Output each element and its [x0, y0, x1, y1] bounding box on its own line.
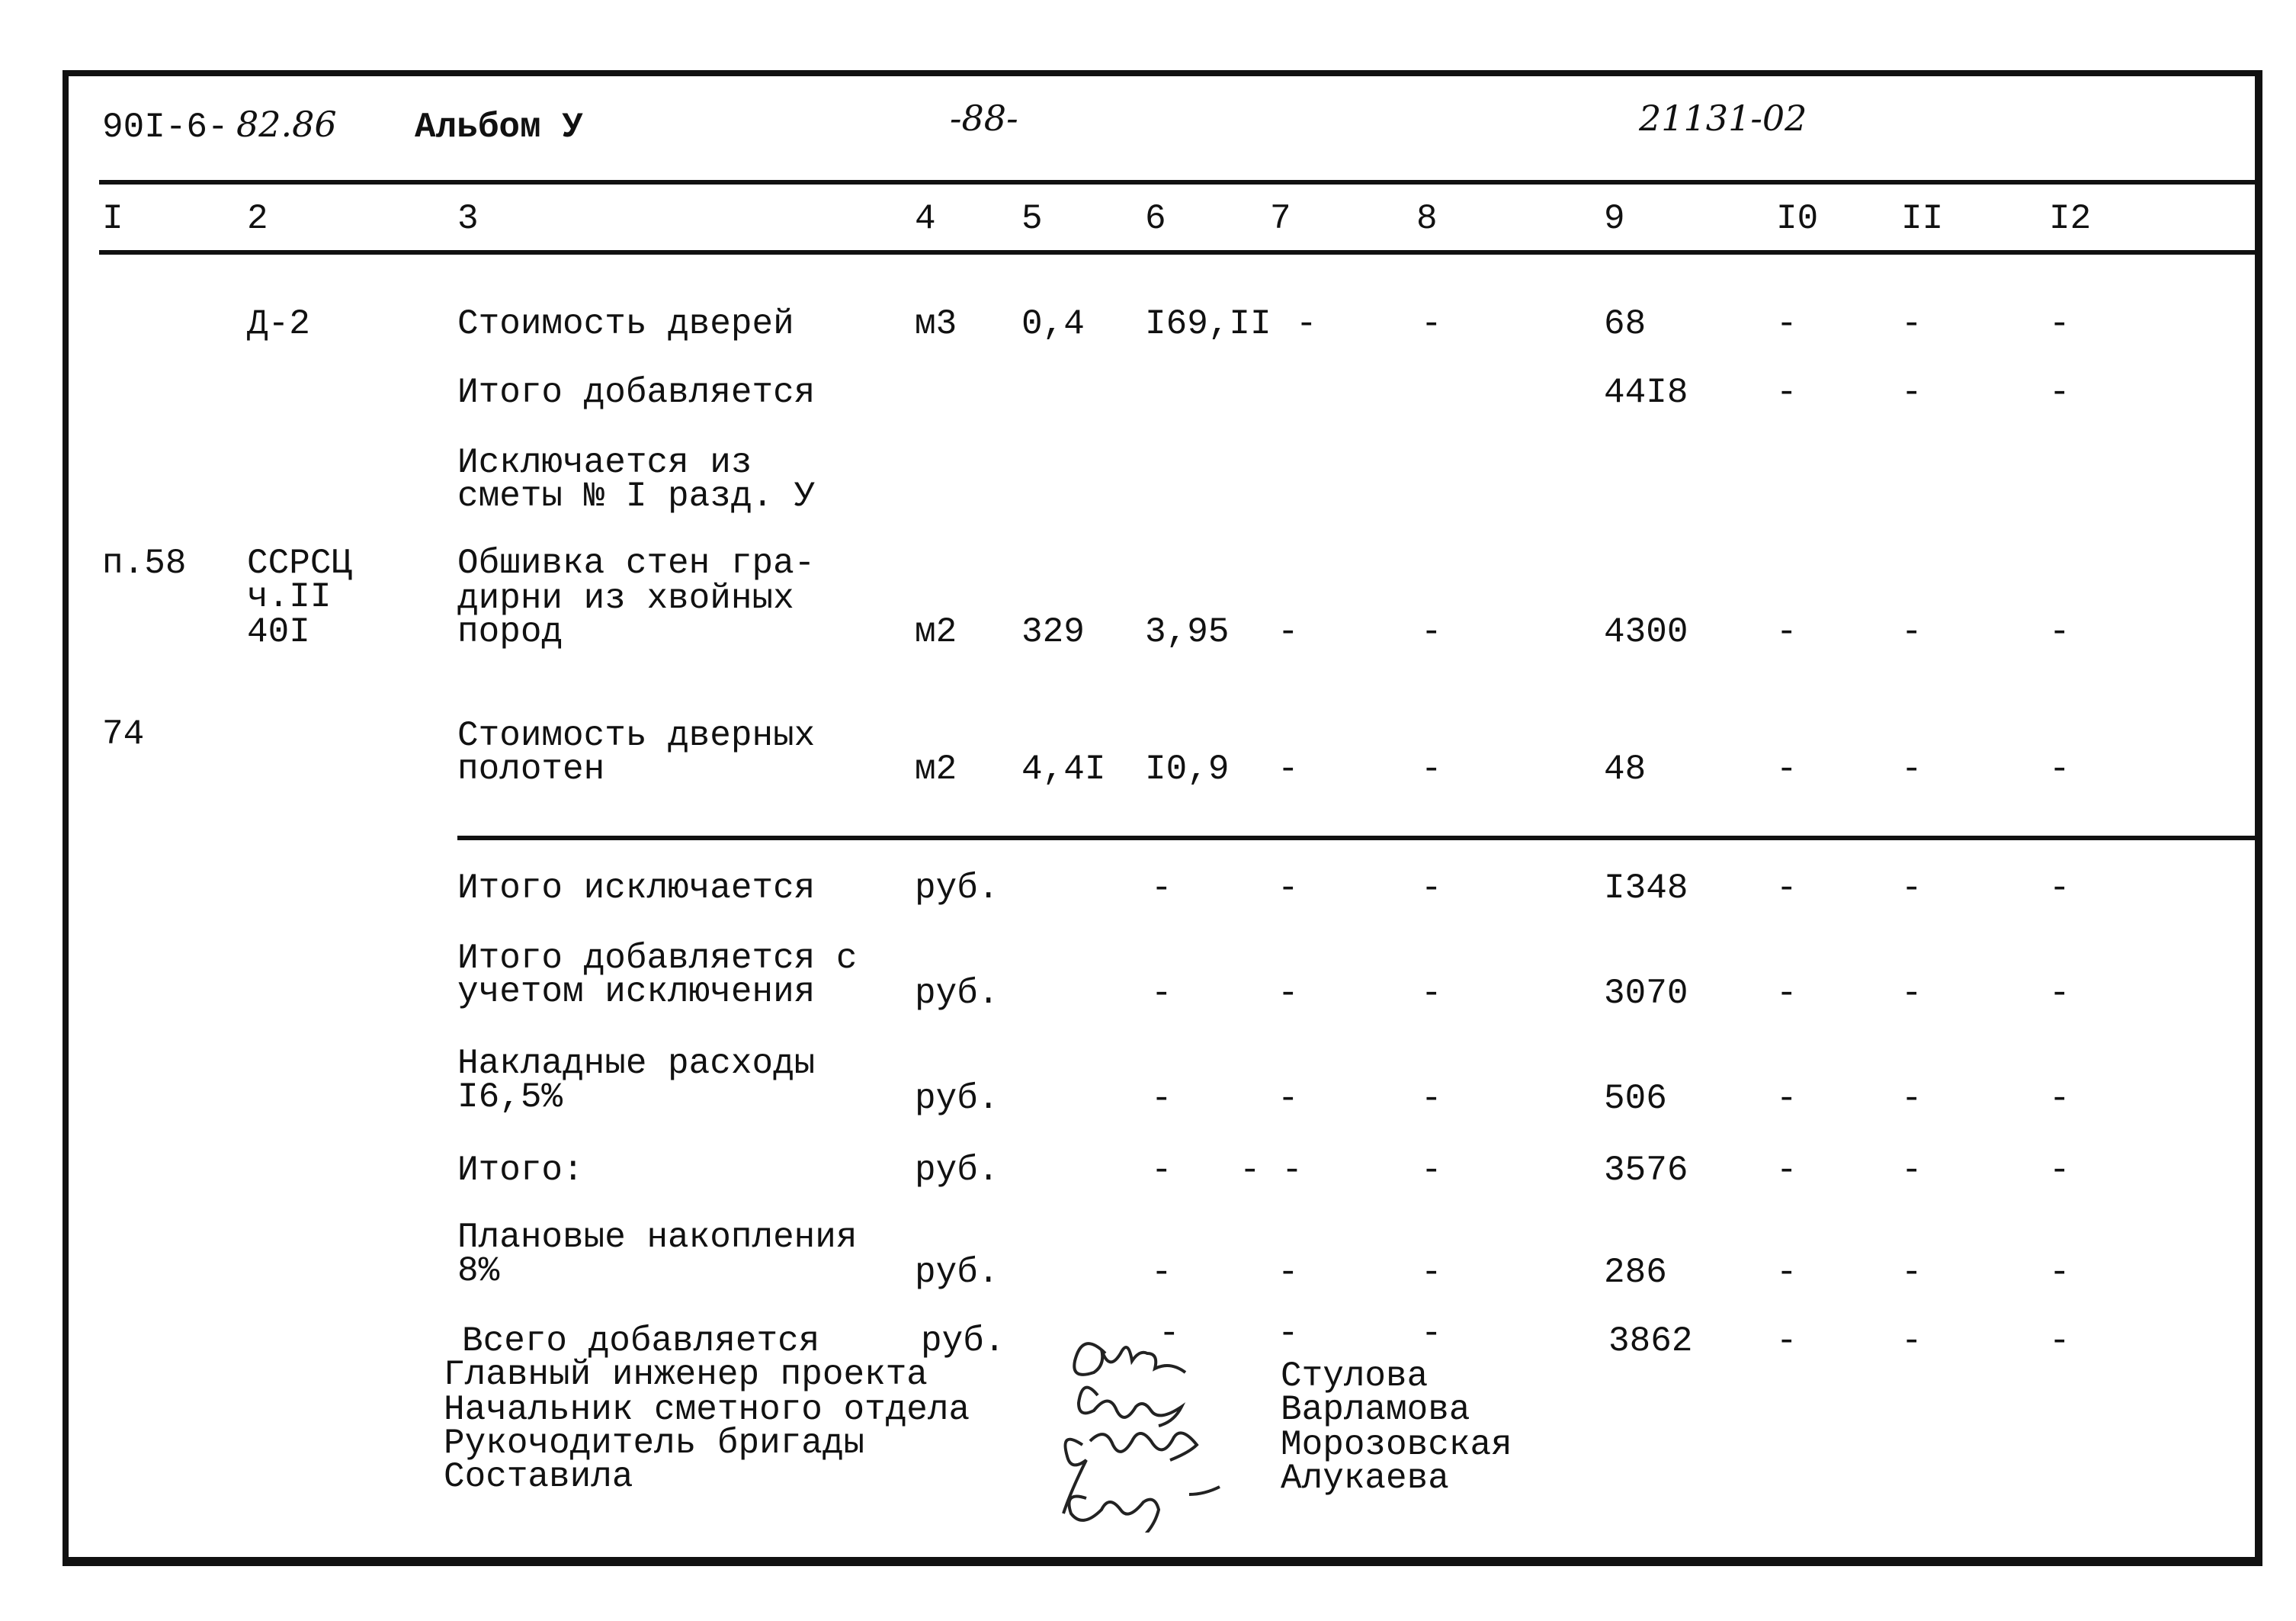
cell-col12: -: [2049, 974, 2070, 1013]
cell-code: ССРСЦ: [247, 544, 353, 583]
column-number: I2: [2049, 199, 2092, 239]
cell-name: Стоимость дверей: [457, 304, 794, 344]
cell-name: Итого:: [457, 1151, 584, 1190]
cell-col11: -: [1901, 373, 1922, 412]
cell-name: Итого добавляется с: [457, 939, 858, 978]
signature-role: Начальник сметного отдела: [444, 1390, 970, 1430]
cell-name: сметы № I разд. У: [457, 477, 816, 516]
cell-col10: -: [1776, 612, 1797, 652]
cell-num: 74: [102, 714, 145, 754]
cell-name: I6,5%: [457, 1077, 563, 1117]
cell-unit: руб.: [915, 868, 999, 908]
cell-col8: -: [1421, 974, 1442, 1013]
column-number: II: [1901, 199, 1944, 239]
totals-rule: [457, 836, 2256, 840]
cell-col9: 3862: [1608, 1321, 1693, 1361]
cell-col6: -: [1151, 1079, 1172, 1119]
header-rule: [99, 180, 2256, 185]
cell-name: Плановые накопления: [457, 1218, 858, 1257]
cell-col11: -: [1901, 1151, 1922, 1190]
cell-col8: -: [1421, 1151, 1442, 1190]
cell-col7: -: [1278, 868, 1299, 908]
cell-col8: -: [1421, 868, 1442, 908]
stamp-code: 21131-02: [1639, 98, 1807, 139]
cell-col12: -: [2049, 1151, 2070, 1190]
column-number: I0: [1776, 199, 1819, 239]
cell-col11: -: [1901, 304, 1922, 344]
cell-col10: -: [1776, 1151, 1797, 1190]
signature-name: Алукаева: [1281, 1459, 1449, 1498]
cell-col8: -: [1421, 304, 1442, 344]
cell-unit: руб.: [921, 1321, 1005, 1361]
cell-name: полотен: [457, 750, 605, 789]
cell-col12: -: [2049, 1321, 2070, 1361]
cell-col10: -: [1776, 304, 1797, 344]
cell-name: учетом исключения: [457, 972, 816, 1012]
column-number: 4: [915, 199, 936, 239]
cell-unit: руб.: [915, 974, 999, 1013]
page-number: -88-: [950, 98, 1018, 139]
column-number: 7: [1270, 199, 1291, 239]
signature-role: Главный инженер проекта: [444, 1355, 928, 1395]
cell-col10: -: [1776, 868, 1797, 908]
cell-col6: -: [1151, 1151, 1172, 1190]
signature-role: Составила: [444, 1457, 633, 1497]
cell-name: Исключается из: [457, 443, 752, 483]
cell-name: Итого добавляется: [457, 373, 816, 412]
cell-col11: -: [1901, 868, 1922, 908]
cell-price: I69,II: [1145, 304, 1271, 344]
cell-col8: -: [1421, 612, 1442, 652]
cell-col9: 44I8: [1604, 373, 1688, 412]
cell-unit: м3: [915, 304, 957, 344]
column-number: 8: [1416, 199, 1438, 239]
signature-name: Морозовская: [1281, 1425, 1512, 1465]
cell-col8: -: [1421, 750, 1442, 789]
column-number: 9: [1604, 199, 1625, 239]
cell-col9: 68: [1604, 304, 1647, 344]
cell-col9: 286: [1604, 1253, 1667, 1292]
cell-qty: 0,4: [1021, 304, 1085, 344]
cell-col8: -: [1421, 1314, 1442, 1353]
column-number: 2: [247, 199, 268, 239]
cell-col10: -: [1776, 1079, 1797, 1119]
cell-col9: I348: [1604, 868, 1688, 908]
cell-unit: м2: [915, 612, 957, 652]
cell-col12: -: [2049, 1079, 2070, 1119]
cell-col7: -: [1278, 1079, 1299, 1119]
signature-role: Рукочодитель бригады: [444, 1424, 865, 1463]
cell-col10: -: [1776, 974, 1797, 1013]
cell-col11: -: [1901, 612, 1922, 652]
cell-code: Д-2: [247, 304, 310, 344]
cell-col7: -: [1278, 612, 1299, 652]
cell-col9: 3576: [1604, 1151, 1688, 1190]
cell-unit: руб.: [915, 1253, 999, 1292]
cell-col7: -: [1278, 750, 1299, 789]
cell-col7: - -: [1239, 1151, 1303, 1190]
cell-col9: 3070: [1604, 974, 1688, 1013]
album-label: Альбом У: [415, 108, 583, 147]
cell-col11: -: [1901, 974, 1922, 1013]
column-numbers-rule: [99, 250, 2256, 255]
cell-col12: -: [2049, 1253, 2070, 1292]
cell-name: дирни из хвойных: [457, 579, 794, 618]
cell-num: п.58: [102, 544, 187, 583]
cell-code: 40I: [247, 612, 310, 652]
cell-name: Обшивка стен гра-: [457, 544, 816, 583]
cell-price: I0,9: [1145, 750, 1230, 789]
cell-col12: -: [2049, 304, 2070, 344]
cell-col6: -: [1151, 868, 1172, 908]
cell-col12: -: [2049, 612, 2070, 652]
cell-col9: 48: [1604, 750, 1647, 789]
cell-price: 3,95: [1145, 612, 1230, 652]
cell-col11: -: [1901, 750, 1922, 789]
cell-col10: -: [1776, 1321, 1797, 1361]
cell-col8: -: [1421, 1253, 1442, 1292]
column-number: 6: [1145, 199, 1166, 239]
cell-col6: -: [1151, 974, 1172, 1013]
column-number: 3: [457, 199, 479, 239]
cell-col9: 506: [1604, 1079, 1667, 1119]
cell-code: ч.II: [247, 577, 332, 617]
cell-qty: 329: [1021, 612, 1085, 652]
cell-qty: 4,4I: [1021, 750, 1106, 789]
doc-code-prefix: 90I-6-: [102, 108, 229, 147]
signature-name: Варламова: [1281, 1390, 1470, 1430]
cell-name: Итого исключается: [457, 868, 816, 908]
cell-col6: -: [1151, 1253, 1172, 1292]
cell-col11: -: [1901, 1079, 1922, 1119]
doc-code-handwritten: 82.86: [236, 104, 337, 145]
cell-col7: -: [1278, 974, 1299, 1013]
cell-col9: 4300: [1604, 612, 1688, 652]
cell-unit: руб.: [915, 1151, 999, 1190]
cell-col7: -: [1278, 1314, 1299, 1353]
cell-name: 8%: [457, 1251, 500, 1291]
column-number: 5: [1021, 199, 1043, 239]
cell-col7: -: [1296, 304, 1317, 344]
signature-name: Стулова: [1281, 1356, 1429, 1396]
cell-col12: -: [2049, 373, 2070, 412]
cell-col11: -: [1901, 1253, 1922, 1292]
cell-col6: -: [1159, 1314, 1180, 1353]
cell-col7: -: [1278, 1253, 1299, 1292]
cell-col8: -: [1421, 1079, 1442, 1119]
cell-col12: -: [2049, 868, 2070, 908]
cell-col12: -: [2049, 750, 2070, 789]
cell-col11: -: [1901, 1321, 1922, 1361]
cell-name: Всего добавляется: [462, 1321, 820, 1361]
cell-col10: -: [1776, 1253, 1797, 1292]
cell-name: пород: [457, 612, 563, 652]
column-number: I: [102, 199, 123, 239]
cell-name: Стоимость дверных: [457, 716, 816, 756]
cell-unit: м2: [915, 750, 957, 789]
cell-unit: руб.: [915, 1079, 999, 1119]
handwritten-signatures: [1014, 1311, 1273, 1533]
cell-col10: -: [1776, 750, 1797, 789]
cell-name: Накладные расходы: [457, 1044, 816, 1083]
cell-col10: -: [1776, 373, 1797, 412]
